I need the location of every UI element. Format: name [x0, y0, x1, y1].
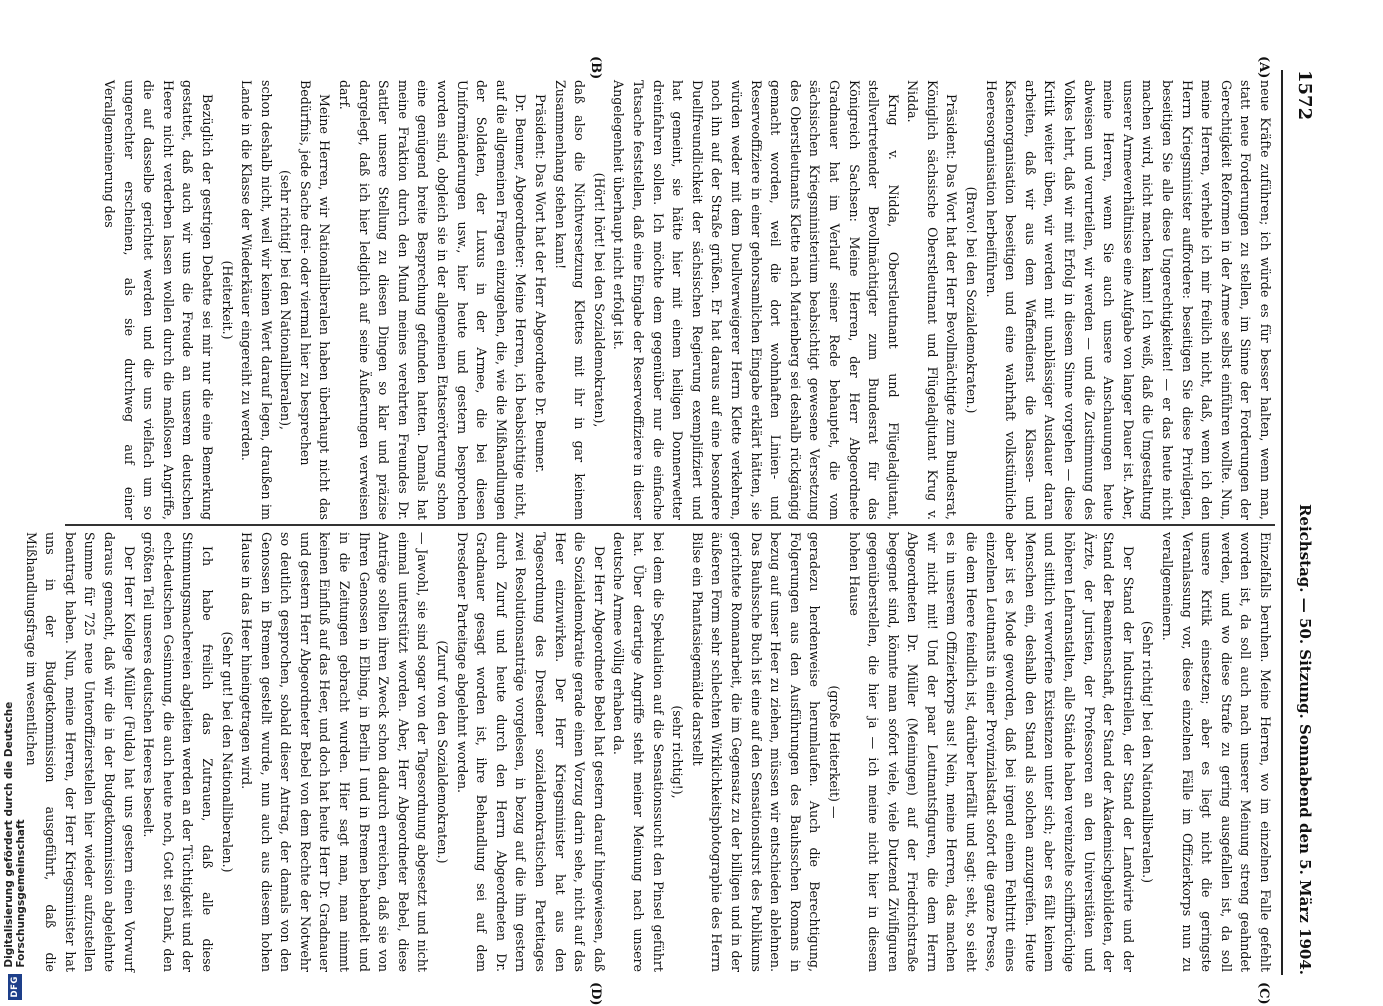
paragraph: Präsident: Das Wort hat der Herr Bevollmächtigte zum Bundesrat, Königlich sächsische Oberstleutnant und Flügeladjutant Krug v. Nidda.	[905, 80, 960, 520]
margin-label-c: (C)	[1256, 982, 1271, 1005]
interjection: (große Heiterkeit) —	[826, 685, 842, 819]
paragraph: schon deshalb nicht, weil wir keinen Wert darauf legen, draußen im Lande in die Klasse der Wiederkäuer eingereiht zu werden.	[239, 80, 274, 520]
interjection: (Sehr richtig! bei den Nationalliberalen.)	[1140, 620, 1156, 884]
interjection: (Bravo! bei den Sozialdemokraten.)	[964, 186, 980, 414]
digitization-credit	[4, 600, 26, 1000]
paragraph: Krug v. Nidda, Oberstleutnant und Flügeladjutant, stellvertretender Bevollmächtigter zum Bundesrat für das Königreich Sachsen: Meine Herren, der Herr Abgeordnete Gradnauer hat im Verlauf seiner Rede behauptet, die vom sächsischen Kriegsministerium beabsichtigt gewesene Versetzung des Oberstleutnants Klette nach Marienberg sei deshalb rückgängig gemacht worden, weil die dort wohnhaften Linien- und Reserveoffiziere in einer gehorsamlichen Eingabe erklärt hätten, sie würden weder mit dem Duellverweigerer Herrn Klette verkehren, noch ihn auf der Straße grüßen. Er hat daraus auf eine besondere Duellfreundlichkeit der sächsischen Regierung exemplifiziert und hat gemeint, sie hätte hier mit einem heiligen Donnerwetter dreinfahren sollen. Ich möchte dem gegenüber nur die einfache Tatsache feststellen, daß eine Eingabe der Reserveoffiziere in dieser Angelegenheit überhaupt nicht erfolgt ist.	[611, 80, 901, 520]
paragraph: Dr. Beumer, Abgeordneter: Meine Herren, ich beabsichtige nicht, auf die allgemeinen Fragen einzugehen, die, wie die Mißhandlungen der Soldaten, der Luxus in der Armee, die bei diesen Uniformänderungen usw., hier heute und gestern besprochen worden sind, obgleich sie in der allgemeinen Etatserörterung schon eine genügend breite Besprechung gefunden hatten. Damals hat meine Fraktion durch den Mund meines verehrten Freundes Dr. Sattler unsere Stellung zu diesen Dingen so klar und präzise dargelegt, daß ich hier lediglich auf seine Äußerungen verweisen darf.	[337, 80, 529, 520]
left-column	[65, 80, 1275, 520]
right-column	[23, 532, 1275, 972]
paragraph: geradezu herdenweise herumlaufen. Auch die Berechtigung, Folgerungen aus den Ausführungen des Bauhsschen Romans in bezug auf unser Heer zu ziehen, müssen wir entschieden ablehnen. Das Bauhssche Buch ist eine auf den Sensationsdurst des Publikums gerichtete Romanarbeit, die im Gegensatz zu der billigen und in der äußeren Form sehr schlechten Wirklichkeitsphotographie des Herrn Bilse ein Phantasiegemälde darstellt	[689, 532, 823, 972]
paragraph: — Jawohl, sie sind sogar von der Tagesordnung abgesetzt und nicht einmal unterstützt worden. Aber, Herr Abgeordneter Bebel, diese Anträge sollten ihren Zweck schon dadurch erreichen, daß sie von Ihren Genossen in Elbing, in Berlin I und in Bremen behandelt und in die Zeitungen gebracht wurden. Hier sagt man, man nimmt keinen Einfluß auf das Heer, und doch hat heute Herr Dr. Gradnauer und gestern Herr Abgeordneter Bebel von dem Rechte der Notwehr so deutlich gesprochen, sobald dieser Antrag, der damals von den Genossen in Bremen gestellt wurde, nun auch aus diesem hohen Hause in das Heer hineingetragen wird.	[239, 532, 431, 972]
paragraph: Präsident: Das Wort hat der Herr Abgeordnete Dr. Beumer.	[533, 94, 549, 473]
header-rule	[1281, 70, 1283, 975]
page-title: Reichstag. — 50. Sitzung. Sonnabend den 5. März 1904.	[1296, 503, 1314, 975]
dfg-logo: DFG	[8, 974, 22, 1000]
interjection: (Sehr gut! bei den Nationalliberalen.)	[219, 631, 235, 873]
margin-label-a: (A)	[1256, 56, 1271, 79]
interjection: (Heiterkeit.)	[219, 260, 235, 340]
paragraph: Ich habe freilich das Zutrauen, daß alle diese Stimmungsmachereien abgleiten werden an der Tüchtigkeit und der echt-deutschen Gesinnung, die auch heute noch, Gott sei Dank, den größten Teil unseres deutschen Heeres beseelt.	[141, 532, 215, 972]
paragraph: Meine Herren, wir Nationalliberalen haben überhaupt nicht das Bedürfnis, jede Sache drei- oder viermal hier zu besprechen	[297, 80, 333, 520]
interjection: (Hört! hört! bei den Sozialdemokraten),	[591, 172, 607, 428]
paragraph: Bezüglich der gestrigen Debatte sei mir nur die eine Bemerkung gestattet, daß auch wir uns die Freude an unserem deutschen Heere nicht verderben lassen wollen durch die maßlosen Angriffe, die auf dasselbe gerichtet werden und die uns vielfach um so ungerechter erscheinen, als sie durchweg auf einer Verallgemeinerung des	[101, 80, 215, 520]
interjection: (sehr richtig! bei den Nationalliberalen),	[278, 169, 294, 431]
margin-label-b: (B)	[588, 56, 603, 80]
paragraph: Einzelfalls beruhen. Meine Herren, wo im einzelnen Falle gefehlt worden ist, da soll auch nach unserer Meinung streng geahndet werden, und wo diese Strafe zu gering ausgefallen ist, da soll unsere Kritik einsetzen; aber es liegt nicht die geringste Veranlassung vor, diese einzelnen Fälle im Offizierkorps nun zu verallgemeinern.	[1160, 532, 1273, 972]
margin-label-d: (D)	[588, 982, 603, 1006]
paragraph: daß also die Nichtversetzung Klettes mit ihr in gar keinem Zusammenhang stehen kann!	[552, 80, 588, 520]
page-header	[1285, 70, 1325, 975]
column-divider	[65, 524, 1275, 526]
paragraph: Der Herr Abgeordnete Bebel hat gestern darauf hingewiesen, daß die Sozialdemokratie gerade einen Vorzug darin sehe, nicht auf das Heer einzuwirken. Der Herr Kriegsminister hat aus den Tagesordnung des Dresdener sozialdemokratischen Parteitages zwei Resolutionsanträge vorgelesen, in bezug auf die ihm gestern durch Zuruf und heute durch den Herrn Abgeordneten Dr. Gradnauer gesagt worden ist, ihre Behandlung sei auf dem Dresdener Parteitage abgelehnt worden.	[454, 532, 607, 972]
paragraph: neue Kräfte zuführen; ich würde es für besser halten, wenn man, statt neue Forderungen zu stellen, im Sinne der Forderungen der Gerechtigkeit Reformen in der Armee selbst einführen wollte. Nun, meine Herren, verhehle ich mir freilich nicht, daß, wenn ich den Herrn Kriegsminister auffordere: beseitigen Sie diese Privilegien, beseitigen Sie alle diese Ungerechtigkeiten! — er das heute nicht machen wird, nicht machen kann! Ich weiß, daß die Umgestaltung unserer Armeeverhältnisse eine Aufgabe von langer Dauer ist. Aber, meine Herren, wenn Sie auch unsere Anschauungen heute abweisen und verurteilen, wir werden — und die Zustimmung des Volkes lehrt, daß wir mit Erfolg in diesem Sinne vorgehen — diese Kritik weiter üben, wir werden mit unablässiger Ausdauer daran arbeiten, daß wir aus dem Waffendienst die Klassen- und Kastenorganisation beseitigen und eine wahrhaft volkstümliche Heeresorganisation herbeiführen.	[983, 80, 1273, 520]
interjection: (sehr richtig!),	[670, 705, 686, 799]
interjection: (Zuruf von den Sozialdemokraten.)	[435, 640, 451, 864]
credit-text: Digitalisierung gefördert durch die Deutsche Forschungsgemeinschaft	[3, 701, 27, 968]
page-number: 1572	[1294, 70, 1316, 121]
paragraph: Der Stand der Industriellen, der Stand der Landwirte und der Stand der Beamtenschaft, der Stand der Akademischgebildeten, der Ärzte, der Juristen, der Professoren an den Universitäten und höheren Lehranstalten, alle Stände haben vereinzelte schiffbrüchige und sittlich verworfene Existenzen unter sich; aber es fällt keinem Menschen ein, deshalb den Stand als solchen anzugreifen. Heute aber ist es Mode geworden, daß bei irgend einem Fehltritt eines einzelnen Leutnants in einer Provinzialstadt sofort die ganze Presse, die dem Heere feindlich ist, darüber herfällt und sagt: seht, so sieht es in unserem Offizierkorps aus! Nein, meine Herren, das machen wir nicht mit! Und der paar Leutnantsfiguren, die dem Herrn Abgeordneten Dr. Müller (Meiningen) auf der Friedrichstraße begegnet sind, könnte man sofort viele, viele Dutzend Zivilfiguren gegenüberstellen, die hier ja — ich meine nicht hier in diesem hohen Hause	[846, 532, 1136, 972]
paragraph: bei dem die Spekulation auf die Sensationssucht den Pinsel geführt hat. Über derartige Angriffe steht meiner Meinung nach unsere deutsche Armee völlig erhaben da.	[611, 532, 666, 972]
paragraph: Der Herr Kollege Müller (Fulda) hat uns gestern einen Vorwurf daraus gemacht, daß wir die in der Budgetkommission abgelehnte Summe für 725 neue Unteroffizierstellen hier wieder aufzustellen beantragt haben. Nun, meine Herren, der Herr Kriegsminister hat uns in der Budgetkommission ausgeführt, daß die Mißhandlungsfrage im wesentlichen	[23, 532, 137, 972]
